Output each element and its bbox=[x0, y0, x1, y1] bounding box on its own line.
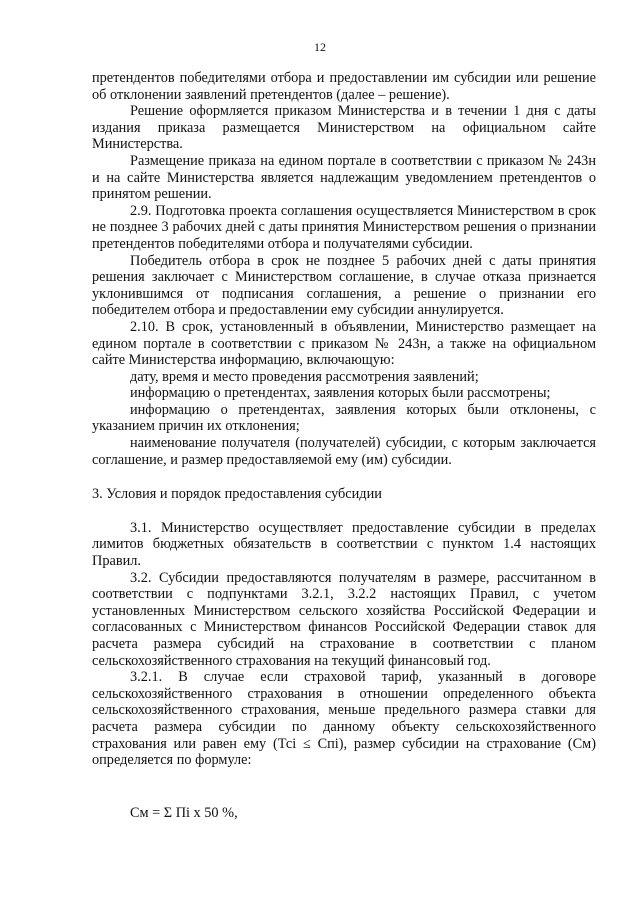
paragraph: претендентов победителями отбора и предоставлении им субсидии или решение об отклонении заявлений претендентов (далее – решение). bbox=[92, 70, 596, 103]
paragraph: 3.2.1. В случае если страховой тариф, указанный в договоре сельскохозяйственного страхования в отношении определенного объекта сельскохозяйственного страхования, меньше предельного размера ставки для расчета размера субсидии по данному объекту сельскохозяйственного страхования или равен ему (Тсi ≤ Спi), размер субсидии на страхование (См) определяется по формуле: bbox=[92, 669, 596, 769]
paragraph: 3.1. Министерство осуществляет предоставление субсидии в пределах лимитов бюджетных обязательств в соответствии с пунктом 1.4 настоящих Правил. bbox=[92, 519, 596, 570]
paragraph: 3.2. Субсидии предоставляются получателям в размере, рассчитанном в соответствии с подпунктами 3.2.1, 3.2.2 настоящих Правил, с учетом установленных Министерством сельского хозяйства Российской Федерации и согласованных с Министерством финансов Российской Федерации ставок для расчета размера субсидий на страхование в соответствии с планом сельскохозяйственного страхования на текущий финансовый год. bbox=[92, 569, 596, 669]
body-text bbox=[92, 70, 596, 821]
list-item: дату, время и место проведения рассмотрения заявлений; bbox=[130, 368, 479, 385]
list-item: информацию о претендентах, заявления которых были отклонены, с указанием причин их отклонения; bbox=[92, 401, 596, 435]
list-item: информацию о претендентах, заявления которых были рассмотрены; bbox=[130, 385, 551, 402]
page-number: 12 bbox=[314, 40, 326, 54]
paragraph: 2.10. В срок, установленный в объявлении, Министерство размещает на едином портале в соответствии с приказом № 243н, а также на официальном сайте Министерства информацию, включающую: bbox=[92, 318, 596, 369]
paragraph: Победитель отбора в срок не позднее 5 рабочих дней с даты принятия решения заключает с Министерством соглашение, в случае отказа признается уклонившимся от подписания соглашения, а решение о признании его победителем отбора и предоставлении ему субсидии аннулируется. bbox=[92, 252, 596, 319]
formula: См = Σ Пi x 50 %, bbox=[130, 804, 238, 821]
paragraph: 2.9. Подготовка проекта соглашения осуществляется Министерством в срок не позднее 3 рабочих дней с даты принятия Министерством решения о признании претендентов победителями отбора и получателями субсидии. bbox=[92, 202, 596, 252]
paragraph: Решение оформляется приказом Министерства и в течении 1 дня с даты издания приказа размещается Министерством на официальном сайте Министерства. bbox=[92, 103, 596, 153]
section-heading: 3. Условия и порядок предоставления субсидии bbox=[92, 486, 382, 503]
list-item: наименование получателя (получателей) субсидии, с которым заключается соглашение, и размер предоставляемой ему (им) субсидии. bbox=[92, 435, 596, 468]
paragraph: Размещение приказа на едином портале в соответствии с приказом № 243н и на сайте Министерства является надлежащим уведомлением претендентов о принятом решении. bbox=[92, 152, 596, 203]
